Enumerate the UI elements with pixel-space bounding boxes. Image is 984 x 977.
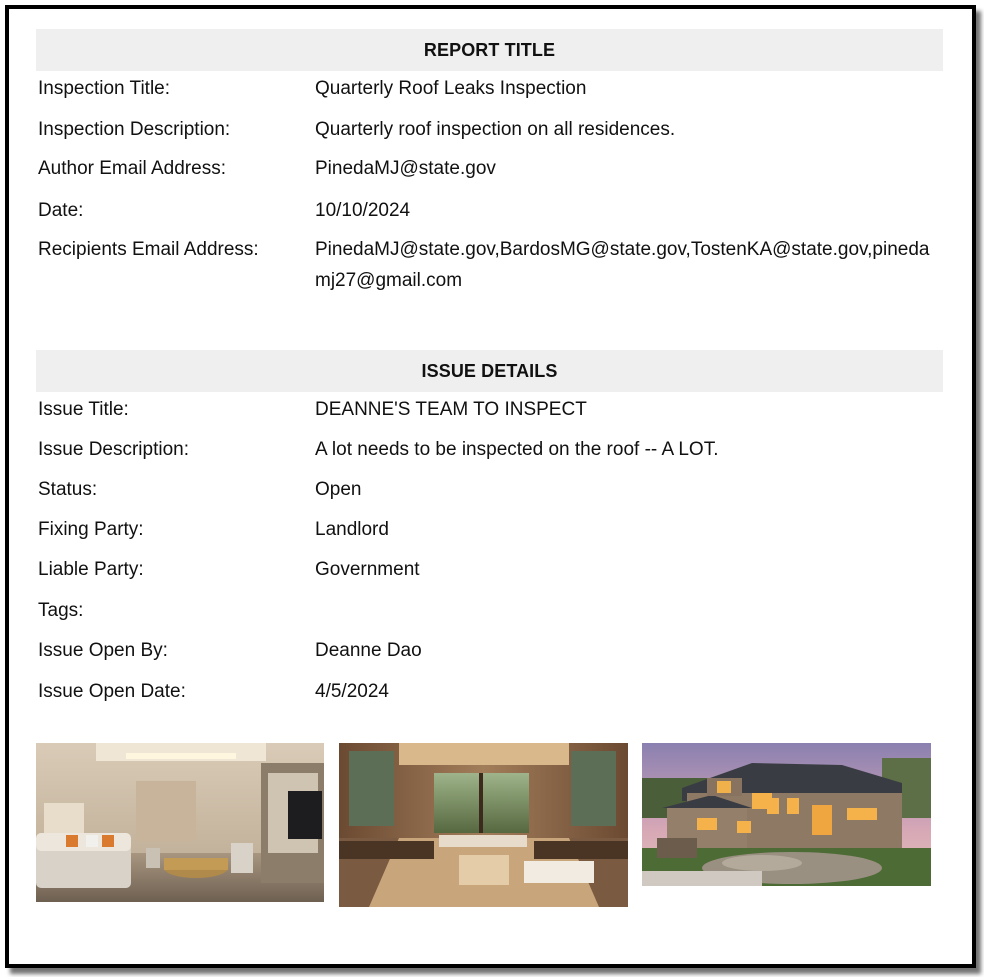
field-label: Inspection Description:	[38, 119, 231, 140]
field-label: Tags:	[38, 600, 84, 621]
report-frame	[5, 5, 976, 968]
house-exterior-image	[642, 743, 931, 886]
field-value: PinedaMJ@state.gov	[315, 158, 496, 179]
field-label: Liable Party:	[38, 559, 144, 580]
field-label: Inspection Title:	[38, 78, 171, 99]
field-value: PinedaMJ@state.gov,BardosMG@state.gov,TostenKA@state.gov,pinedamj27@gmail.com	[315, 239, 930, 291]
field-value: DEANNE'S TEAM TO INSPECT	[315, 399, 587, 420]
field-value: Landlord	[315, 519, 389, 540]
house-exterior-photo[interactable]	[642, 743, 931, 886]
field-label: Issue Title:	[38, 399, 129, 420]
field-value: Quarterly Roof Leaks Inspection	[315, 78, 587, 99]
living-room-image	[36, 743, 324, 902]
bathroom-photo[interactable]	[339, 743, 628, 907]
field-label: Issue Open Date:	[38, 681, 186, 702]
field-label: Author Email Address:	[38, 158, 226, 179]
living-room-photo[interactable]	[36, 743, 324, 902]
report-title-header: REPORT TITLE	[36, 29, 943, 71]
field-label: Status:	[38, 479, 98, 500]
field-value: 4/5/2024	[315, 681, 389, 702]
field-value: Open	[315, 479, 362, 500]
field-value: 10/10/2024	[315, 200, 411, 221]
field-value: Quarterly roof inspection on all residences.	[315, 119, 676, 140]
field-label: Issue Description:	[38, 439, 190, 460]
field-label: Fixing Party:	[38, 519, 144, 540]
field-value: Deanne Dao	[315, 640, 422, 661]
field-value: A lot needs to be inspected on the roof -- A LOT.	[315, 439, 719, 460]
bathroom-image	[339, 743, 628, 907]
field-label: Date:	[38, 200, 84, 221]
issue-details-header: ISSUE DETAILS	[36, 350, 943, 392]
field-label: Recipients Email Address:	[38, 239, 259, 260]
field-value: Government	[315, 559, 420, 580]
field-label: Issue Open By:	[38, 640, 168, 661]
